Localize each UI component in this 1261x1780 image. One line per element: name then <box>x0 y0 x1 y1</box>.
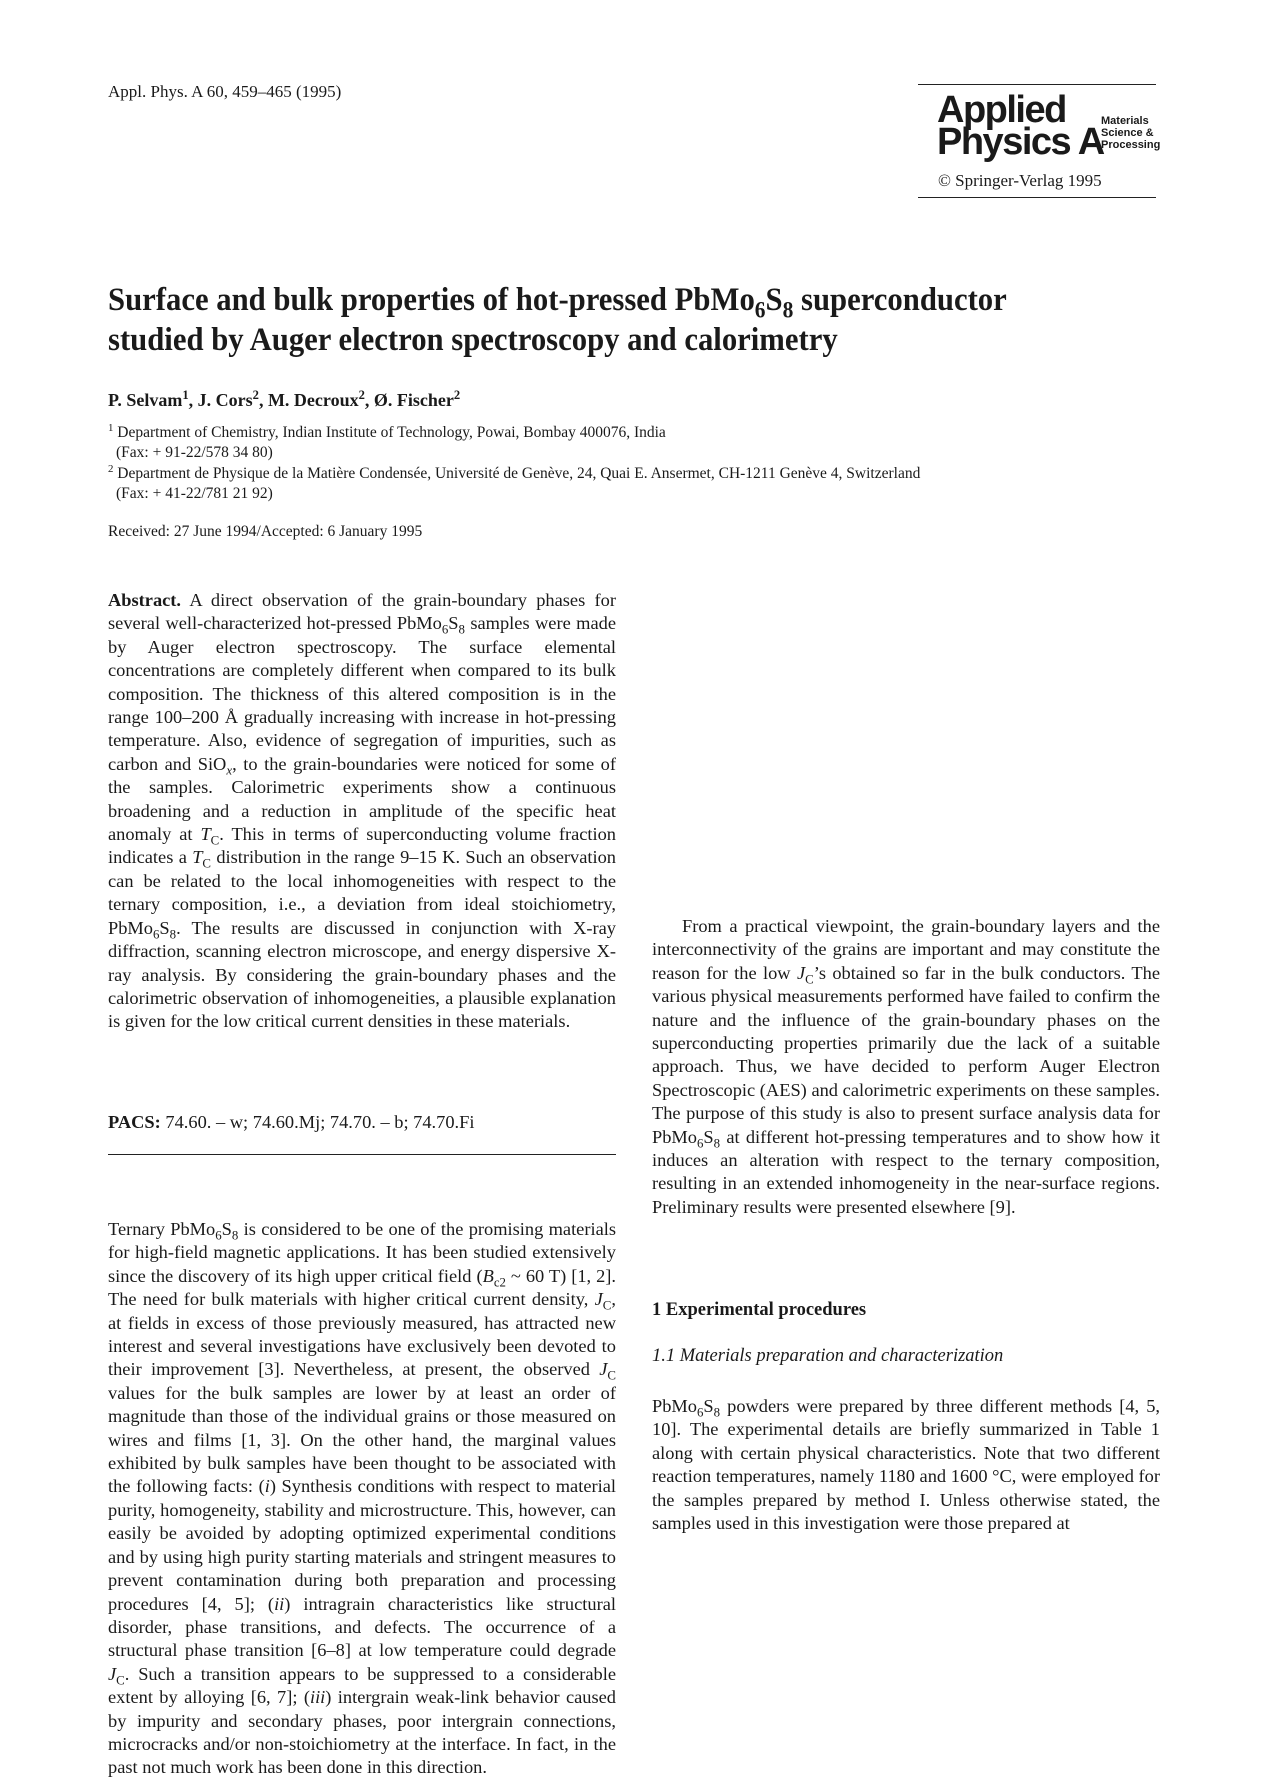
affiliation-1 <box>108 423 666 463</box>
received-date: Received: 27 June 1994/Accepted: 6 January 1995 <box>108 523 423 540</box>
author-name: P. Selvam <box>108 390 183 410</box>
journal-logo-block <box>918 84 1161 198</box>
title-part1: Surface and bulk properties of hot-pressed PbMo <box>108 282 755 318</box>
methods-paragraph: $PbMo_6S_8$ powders were prepared by three different methods [4, 5, 10]. The experimental details are briefly summarized in Table 1 along with certain physical characteristics. Note that two different reaction temperatures, namely 1180 and 1600 °C, were employed for the samples prepared by method I. Unless otherwise stated, the samples used in this investigation were those prepared at <box>652 1396 1160 1534</box>
author-affil: 2 <box>453 388 461 402</box>
abstract: Abstract. A direct observation of the grain-boundary phases for several well-characterized hot-pressed $PbMo_6S_8$ samples were made by Auger electron spectroscopy. The surface elemental concentrations are completely different when compared to its bulk composition. The thickness of this altered composition is in the range 100–200 Å gradually increasing with increase in hot-pressing temperature. Also, evidence of segregation of impurities, such as carbon and SiO$_x$, to the grain-boundaries were noticed for some of the samples. Calorimetric experiments show a continuous broadening and a reduction in amplitude of the specific heat anomaly at $T_C$. This in terms of superconducting volume fraction indicates a $T_C$ distribution in the range 9–15 K. Such an observation can be related to the local inhomogeneities with respect to the ternary composition, i.e., a deviation from ideal stoichiometry, $PbMo_6S_8$. The results are discussed in conjunction with X-ray diffraction, scanning electron microscope, and energy dispersive X-ray analysis. By considering the grain-boundary phases and the calorimetric observation of inhomogeneities, a plausible explanation is given for the low critical current densities in these materials. <box>108 590 617 1032</box>
logo-top-rule <box>918 84 1156 85</box>
abstract-divider <box>108 1154 616 1155</box>
introduction-p2: From a practical viewpoint, the grain-boundary layers and the interconnectivity of the grains are important and may constitute the reason for the low $J_C’s$ obtained so far in the bulk conductors. The various physical measurements performed have failed to confirm the nature and the influence of the grain-boundary phases on the superconducting properties primarily due the lack of a suitable approach. Thus, we have decided to perform Auger Electron Spectroscopic (AES) and calorimetric experiments on these samples. The purpose of this study is also to present surface analysis data for $PbMo_6S_8$ at different hot-pressing temperatures and to show how it induces an alteration with respect to the ternary composition, resulting in an extended inhomogeneity in the near-surface regions. Preliminary results were presented elsewhere [9]. <box>652 916 1160 1217</box>
affiliation-2 <box>108 464 920 504</box>
affil-fax: (Fax: + 91-22/578 34 80) <box>116 444 273 461</box>
logo-subtitle <box>1101 115 1160 151</box>
title-part3: superconductor <box>793 282 1007 318</box>
paper-title <box>108 280 1094 360</box>
author-affil: 2 <box>358 388 365 402</box>
affil-text: Department of Chemistry, Indian Institute of Technology, Powai, Bombay 400076, India <box>117 424 666 441</box>
author-name: Ø. Fischer <box>373 390 454 410</box>
logo-line2: Physics A <box>937 121 1104 163</box>
author-list: P. Selvam$^1$, J. Cors$^2$, M. Decroux$^2$, Ø. Fischer$^2$ <box>108 388 461 410</box>
pacs-codes <box>108 1112 474 1133</box>
journal-citation: Appl. Phys. A 60, 459–465 (1995) <box>108 82 342 101</box>
section-heading: 1 Experimental procedures <box>652 1300 867 1320</box>
logo-line1: Applied <box>937 89 1066 131</box>
title-sub2: 8 <box>782 296 794 323</box>
author-affil: 2 <box>252 388 259 402</box>
title-line2: studied by Auger electron spectroscopy and calorimetry <box>108 322 838 358</box>
pacs-value: 74.60. – w; 74.60.Mj; 74.70. – b; 74.70.Fi <box>160 1112 475 1132</box>
journal-logo <box>918 89 1161 167</box>
copyright: © Springer-Verlag 1995 <box>938 171 1102 190</box>
logo-sub1: Materials <box>1101 115 1149 127</box>
title-sub1: 6 <box>754 296 766 323</box>
author-affil: 1 <box>182 388 189 402</box>
subsection-heading: 1.1 Materials preparation and characterization <box>652 1346 1004 1366</box>
affil-num: 2 <box>108 462 114 475</box>
pacs-label: PACS: <box>108 1112 161 1132</box>
title-line1 <box>108 280 1094 323</box>
affil-fax: (Fax: + 41-22/781 21 92) <box>116 485 273 502</box>
logo-bottom-rule <box>918 197 1156 198</box>
affil-text: Department de Physique de la Matière Condensée, Université de Genève, 24, Quai E. Ansermet, CH-1211 Genève 4, Switzerland <box>117 465 921 482</box>
author-name: M. Decroux <box>267 390 359 410</box>
logo-sub2: Science & <box>1101 127 1154 139</box>
title-part2: S <box>765 282 783 318</box>
introduction-p1: Ternary $PbMo_6S_8$ is considered to be one of the promising materials for high-field magnetic applications. It has been studied extensively since the discovery of its high upper critical field ($B_{c2}$ ~ 60 T) [1, 2]. The need for bulk materials with higher critical current density, $J_C$, at fields in excess of those previously measured, has attracted new interest and several investigations have exclusively been devoted to their improvement [3]. Nevertheless, at present, the observed $J_C$ values for the bulk samples are lower by at least an order of magnitude than those of the individual grains or those measured on wires and films [1, 3]. On the other hand, the marginal values exhibited by bulk samples have been thought to be associated with the following facts: (i) Synthesis conditions with respect to material purity, homogeneity, stability and microstructure. This, however, can easily be avoided by adopting optimized experimental conditions and by using high purity starting materials and stringent measures to prevent contamination during both preparation and processing procedures [4, 5]; (ii) intragrain characteristics like structural disorder, phase transitions, and defects. The occurrence of a structural phase transition [6–8] at low temperature could degrade $J_C$. Such a transition appears to be suppressed to a considerable extent by alloying [6, 7]; (iii) intergrain weak-link behavior caused by impurity and secondary phases, poor intergrain connections, microcracks and/or non-stoichiometry at the interface. In fact, in the past not much work has been done in this direction. <box>108 1219 617 1778</box>
affil-num: 1 <box>108 421 114 434</box>
logo-sub3: Processing <box>1101 139 1161 151</box>
abstract-label: Abstract. <box>108 590 182 610</box>
author-name: J. Cors <box>197 390 253 410</box>
